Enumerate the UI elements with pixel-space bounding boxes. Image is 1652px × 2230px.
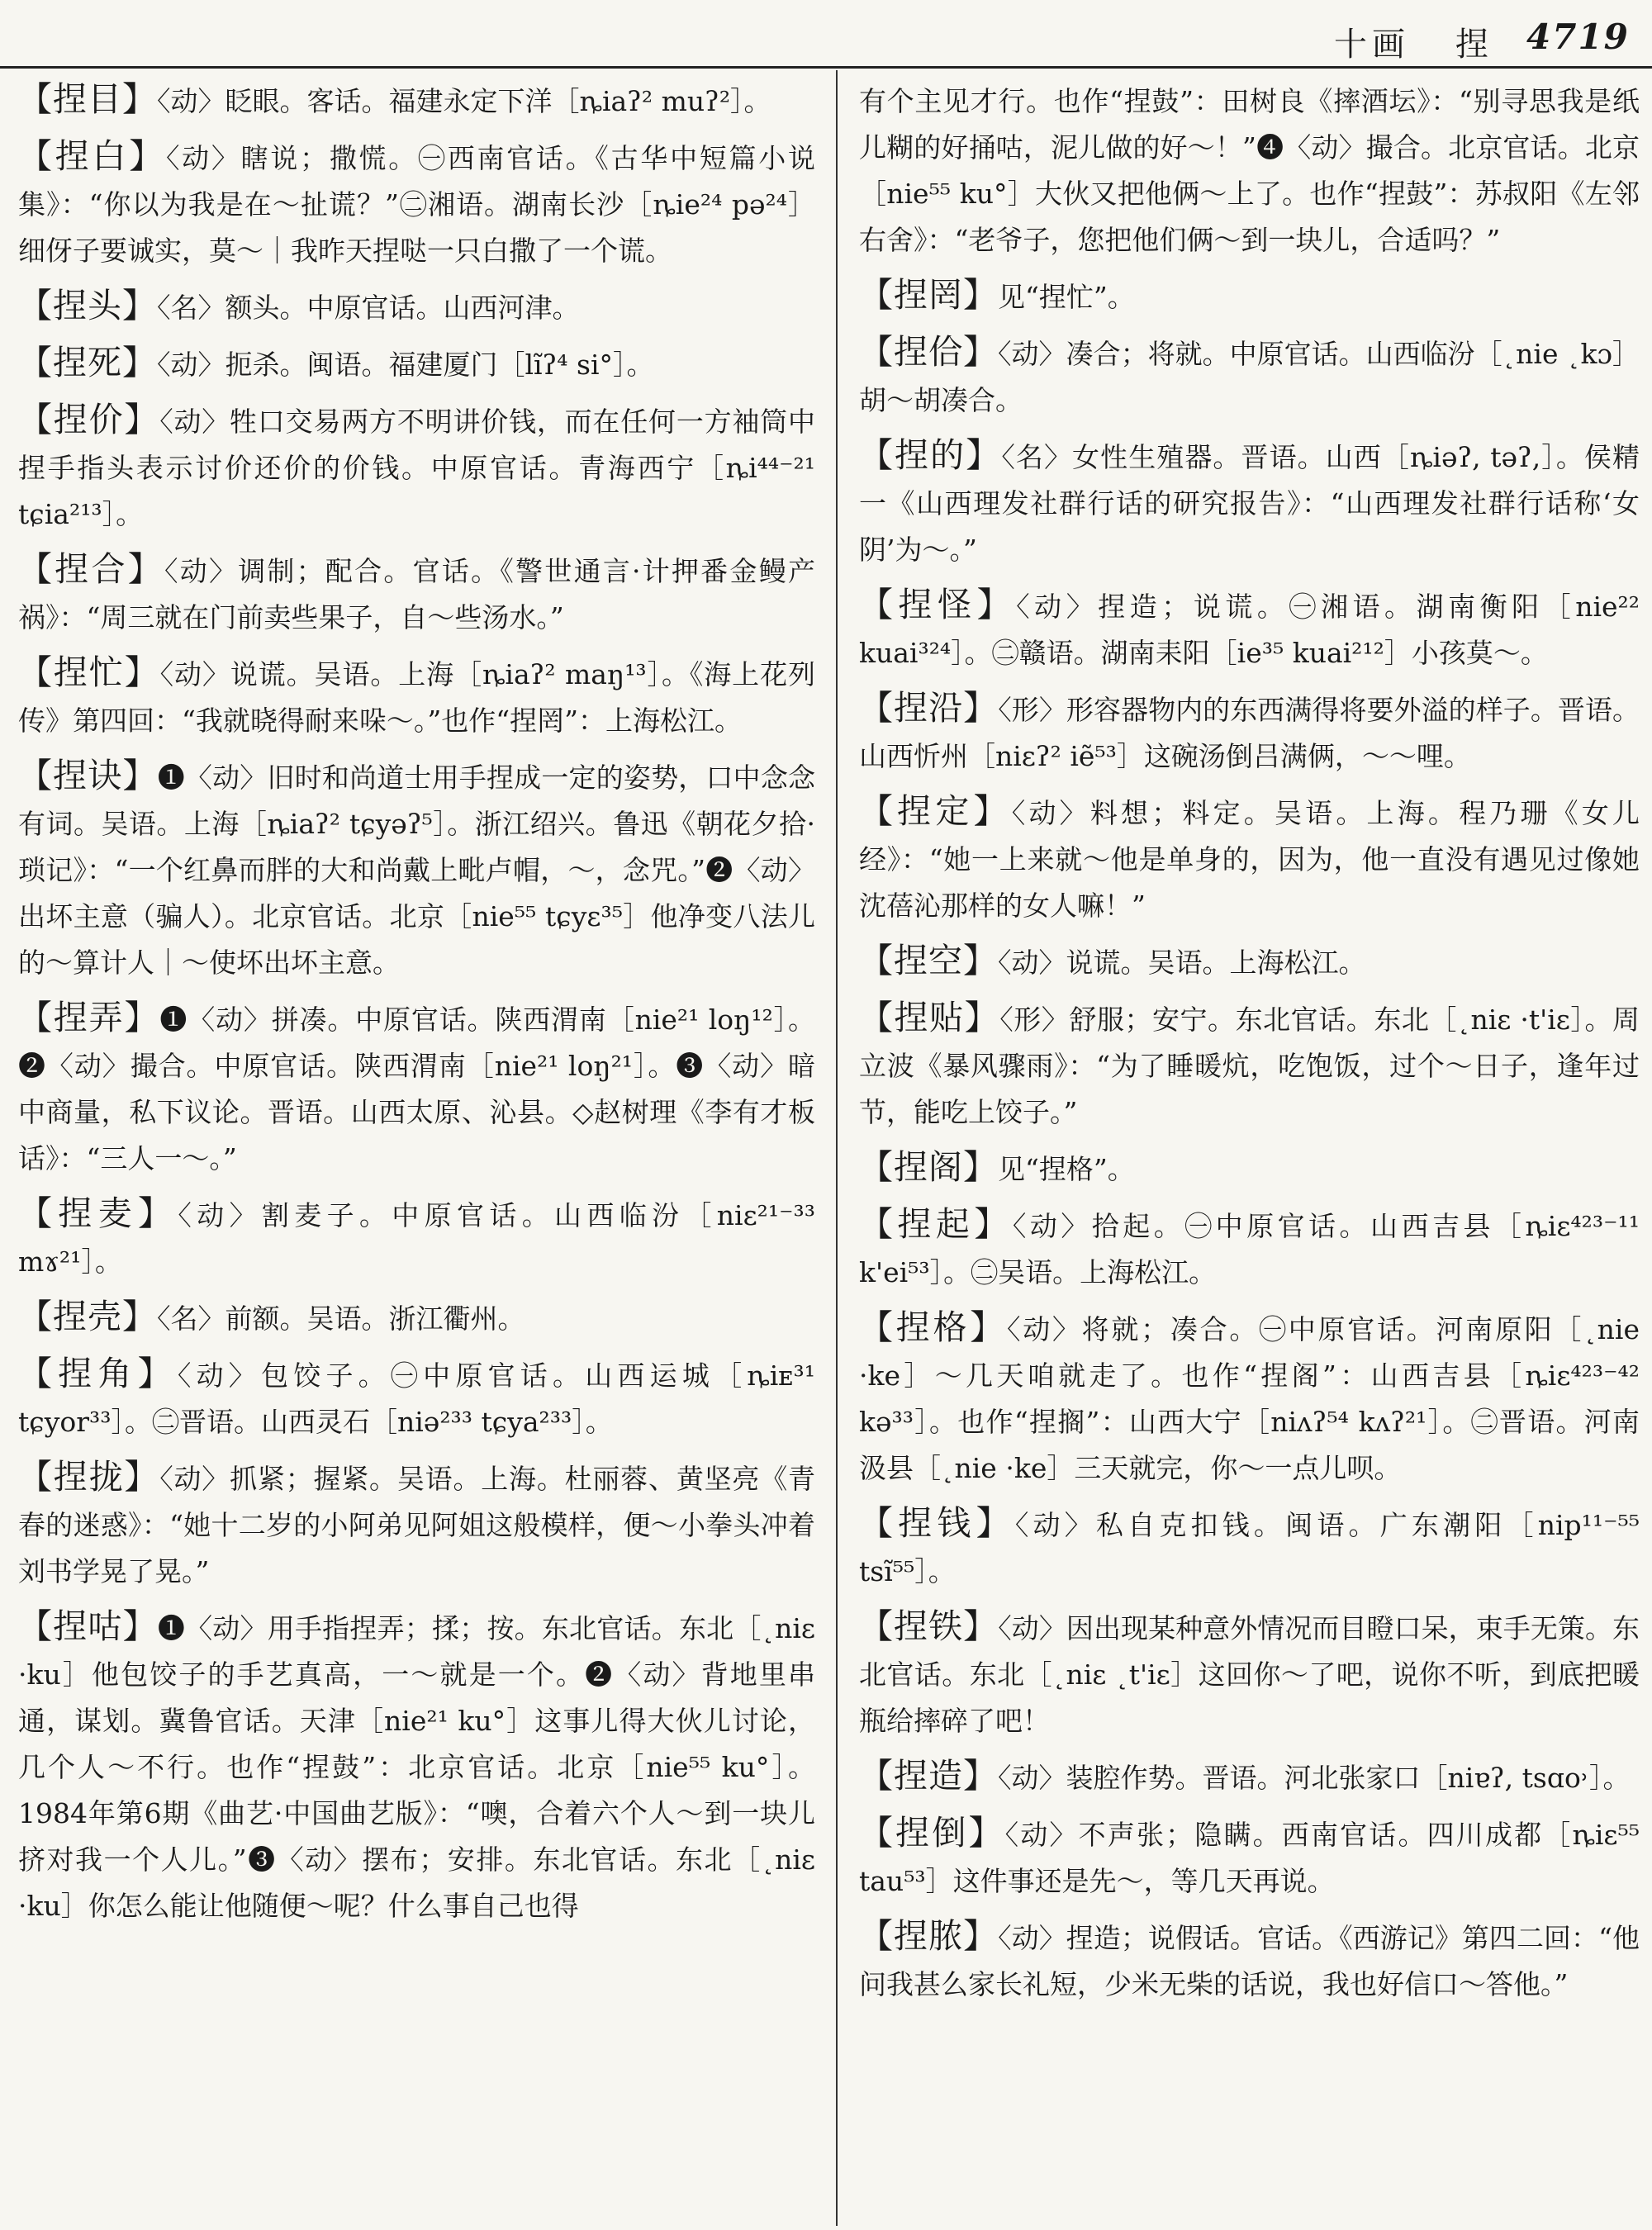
- dictionary-entry: [18, 1454, 815, 1595]
- entry-headword: 【捏合】: [18, 549, 164, 589]
- entry-headword: 【捏死】: [18, 343, 157, 382]
- entry-headword: 【捏罔】: [859, 275, 998, 315]
- entry-headword: 【捏佮】: [859, 332, 999, 372]
- entry-headword: 【捏头】: [18, 286, 157, 325]
- entry-definition: 〈动〉割麦子。中原官话。山西临汾［niɛ²¹⁻³³ mɤ²¹］。: [18, 1199, 815, 1278]
- entry-definition: 〈形〉舒服；安宁。东北官话。东北［˛niɛ ·t'iɛ］。周立波《暴风骤雨》：“为了睡暖炕，吃饱饭，过个～日子，逢年过节，能吃上饺子。”: [859, 1004, 1640, 1128]
- entry-headword: 【捏造】: [859, 1756, 998, 1796]
- dictionary-entry: [859, 1810, 1640, 1905]
- entry-headword: 【捏咕】: [18, 1606, 158, 1646]
- dictionary-entry: [859, 581, 1640, 676]
- entry-definition: 〈动〉不声张；隐瞒。西南官话。四川成都［ȵiɛ⁵⁵ tau⁵³］这件事还是先～，等几天再说。: [859, 1819, 1640, 1897]
- header-character: 捏: [1455, 26, 1488, 64]
- entry-definition: 〈动〉捏造；说谎。㊀湘语。湖南衡阳［nie²² kuai³²⁴］。㊁赣语。湖南耒阳［ie³⁵ kuai²¹²］小孩莫～。: [859, 591, 1640, 669]
- right-column: [859, 76, 1640, 2223]
- dictionary-entry: [18, 133, 815, 274]
- entry-headword: 【捏价】: [18, 400, 160, 439]
- dictionary-entry: [18, 1190, 815, 1285]
- entry-definition: 〈名〉女性生殖器。晋语。山西［ȵiəʔ, təʔ,］。侯精一《山西理发社群行话的研究报告》：“山西理发社群行话称‘女阴’为～。”: [859, 441, 1640, 566]
- entry-headword: 【捏脓】: [859, 1916, 999, 1956]
- dictionary-entry: [859, 1201, 1640, 1296]
- entry-definition: 〈动〉私自克扣钱。闽语。广东潮阳［nip¹¹⁻⁵⁵ tsĩ⁵⁵］。: [859, 1509, 1640, 1587]
- dictionary-entry: [859, 685, 1640, 780]
- entry-headword: 【捏空】: [859, 941, 998, 980]
- dictionary-entry: [18, 994, 815, 1182]
- dictionary-entry-continuation: [859, 76, 1640, 263]
- entry-definition: ❶〈动〉用手指捏弄；揉；按。东北官话。东北［˛niɛ ·ku］他包饺子的手艺真高，一～就是一个。❷〈动〉背地里串通，谋划。冀鲁官话。天津［nie²¹ ku°］这事儿得大伙儿讨论，几个人～不行。也作“捏鼓”：北京官话。北京［nie⁵⁵ ku°］。1984年第6期《曲艺·中国曲艺版》：“噢，合着六个人～到一块儿挤对我一个人儿。”❸〈动〉摆布；安排。东北官话。东北［˛niɛ ·ku］你怎么能让他随便～呢？什么事自己也得: [18, 1612, 815, 1922]
- dictionary-entry: [18, 1603, 815, 1929]
- entry-definition: 〈动〉眨眼。客话。福建永定下洋［ȵiaʔ² muʔ²］。: [157, 85, 771, 117]
- entry-definition: 〈动〉包饺子。㊀中原官话。山西运城［ȵiᴇ³¹ tɕyor³³］。㊁晋语。山西灵石［niə²³³ tɕya²³³］。: [18, 1359, 815, 1438]
- dictionary-entry: [18, 649, 815, 744]
- entry-definition: ❶〈动〉旧时和尚道士用手捏成一定的姿势，口中念念有词。吴语。上海［ȵiaʔ² tɕyəʔ⁵］。浙江绍兴。鲁迅《朝花夕拾·琐记》：“一个红鼻而胖的大和尚戴上毗卢帽，～，念咒。”❷〈动〉出坏主意（骗人）。北京官话。北京［nie⁵⁵ tɕyɛ³⁵］他净变八法儿的～算计人｜～使坏出坏主意。: [18, 762, 815, 979]
- dictionary-entry: [859, 1913, 1640, 2008]
- dictionary-entry: [18, 339, 815, 388]
- entry-headword: 【捏白】: [18, 136, 166, 176]
- entry-definition: 〈动〉捏造；说假话。官话。《西游记》第四二回：“他问我甚么家长礼短，少米无柴的话说，我也好信口～答他。”: [859, 1922, 1640, 2000]
- entry-definition: 〈动〉将就；凑合。㊀中原官话。河南原阳［˛nie ·ke］～几天咱就走了。也作“捏阁”：山西吉县［ȵiɛ⁴²³⁻⁴² kə³³］。也作“捏搁”：山西大宁［niʌʔ⁵⁴ kʌʔ²¹］。㊁晋语。河南汲县［˛nie ·ke］三天就完，你～一点儿呗。: [859, 1313, 1640, 1484]
- entry-definition: 〈名〉前额。吴语。浙江衢州。: [157, 1302, 525, 1335]
- dictionary-entry: [859, 1603, 1640, 1744]
- entry-definition: 〈动〉调制；配合。官话。《警世通言·计押番金鳗产祸》：“周三就在门前卖些果子，自～些汤水。”: [18, 555, 815, 633]
- entry-definition: 〈动〉凑合；将就。中原官话。山西临汾［˛nie ˛kɔ］胡～胡凑合。: [859, 338, 1640, 416]
- dictionary-entry: [18, 396, 815, 538]
- entry-headword: 【捏沿】: [859, 688, 999, 728]
- entry-headword: 【捏的】: [859, 435, 1002, 475]
- entry-headword: 【捏格】: [859, 1307, 1007, 1347]
- entry-headword: 【捏壳】: [18, 1297, 157, 1336]
- dictionary-entry: [859, 788, 1640, 929]
- entry-definition: ❶〈动〉拼凑。中原官话。陕西渭南［nie²¹ loŋ¹²］。❷〈动〉撮合。中原官话。陕西渭南［nie²¹ loŋ²¹］。❸〈动〉暗中商量，私下议论。晋语。山西太原、沁县。◇赵树理《李有才板话》：“三人一～。”: [18, 1004, 815, 1174]
- entry-definition: 〈动〉拾起。㊀中原官话。山西吉县［ȵiɛ⁴²³⁻¹¹ k'ei⁵³］。㊁吴语。上海松江。: [859, 1210, 1640, 1288]
- entry-headword: 【捏拢】: [18, 1457, 160, 1497]
- entry-headword: 【捏诀】: [18, 756, 158, 795]
- dictionary-entry: [18, 546, 815, 641]
- page-header: [0, 0, 1652, 69]
- dictionary-entry: [859, 937, 1640, 986]
- entry-headword: 【捏怪】: [859, 585, 1017, 624]
- entry-headword: 【捏角】: [18, 1354, 178, 1393]
- entry-headword: 【捏忙】: [18, 652, 160, 692]
- dictionary-entry: [18, 1293, 815, 1342]
- entry-headword: 【捏贴】: [859, 998, 1000, 1037]
- entry-headword: 【捏阁】: [859, 1147, 998, 1187]
- left-column: [18, 76, 815, 2223]
- dictionary-entry: [18, 282, 815, 331]
- entry-definition: 有个主见才行。也作“捏鼓”：田树良《摔酒坛》：“别寻思我是纸儿糊的好捅咕，泥儿做的好～！”❹〈动〉撮合。北京官话。北京［nie⁵⁵ ku°］大伙又把他俩～上了。也作“捏鼓”：苏叔阳《左邻右舍》：“老爷子，您把他们俩～到一块儿，合适吗？”: [859, 85, 1640, 256]
- page-number: 4719: [1526, 17, 1630, 57]
- entry-definition: 〈动〉装腔作势。晋语。河北张家口［niɐʔ, tsɑo˒］。: [998, 1762, 1631, 1794]
- entry-definition: 见“捏格”。: [998, 1153, 1135, 1185]
- entry-definition: 〈名〉额头。中原官话。山西河津。: [157, 292, 580, 324]
- dictionary-entry: [859, 994, 1640, 1136]
- dictionary-entry: [18, 76, 815, 125]
- entry-definition: 见“捏忙”。: [998, 281, 1135, 313]
- entry-definition: 〈动〉瞎说；撒慌。㊀西南官话。《古华中短篇小说集》：“你以为我是在～扯谎？”㊁湘语。湖南长沙［ȵie²⁴ pə²⁴］细伢子要诚实，莫～｜我昨天捏哒一只白撒了一个谎。: [18, 142, 815, 267]
- entry-definition: 〈动〉因出现某种意外情况而目瞪口呆，束手无策。东北官话。东北［˛niɛ ˛t'iɛ］这回你～了吧，说你不听，到底把暖瓶给摔碎了吧！: [859, 1612, 1640, 1737]
- entry-definition: 〈动〉牲口交易两方不明讲价钱，而在任何一方袖筒中捏手指头表示讨价还价的价钱。中原官话。青海西宁［ȵi⁴⁴⁻²¹ tɕia²¹³］。: [18, 406, 815, 530]
- entry-headword: 【捏麦】: [18, 1193, 178, 1233]
- entry-definition: 〈动〉料想；料定。吴语。上海。程乃珊《女儿经》：“她一上来就～他是单身的，因为，他一直没有遇见过像她沈蓓沁那样的女人嘛！”: [859, 797, 1640, 922]
- dictionary-entry: [859, 1753, 1640, 1801]
- column-divider: [836, 70, 838, 2226]
- entry-headword: 【捏定】: [859, 791, 1012, 831]
- entry-headword: 【捏起】: [859, 1204, 1013, 1244]
- entry-definition: 〈动〉扼杀。闽语。福建厦门［lĩʔ⁴ si°］。: [157, 349, 654, 381]
- dictionary-entry: [859, 272, 1640, 320]
- section-label: 十画: [1334, 26, 1410, 64]
- entry-headword: 【捏倒】: [859, 1813, 1005, 1853]
- dictionary-entry: [859, 432, 1640, 573]
- entry-headword: 【捏目】: [18, 79, 157, 119]
- dictionary-entry: [18, 1350, 815, 1445]
- entry-headword: 【捏铁】: [859, 1606, 999, 1646]
- entry-definition: 〈动〉说谎。吴语。上海松江。: [998, 947, 1366, 979]
- entry-definition: 〈动〉抓紧；握紧。吴语。上海。杜丽蓉、黄坚亮《青春的迷惑》：“她十二岁的小阿弟见阿姐这般模样，便～小拳头冲着刘书学晃了晃。”: [18, 1463, 815, 1587]
- entry-headword: 【捏弄】: [18, 998, 160, 1037]
- dictionary-entry: [859, 1500, 1640, 1595]
- dictionary-entry: [859, 1144, 1640, 1193]
- dictionary-entry: [859, 1304, 1640, 1492]
- dictionary-entry: [859, 329, 1640, 424]
- dictionary-entry: [18, 752, 815, 986]
- entry-headword: 【捏钱】: [859, 1503, 1015, 1543]
- entry-definition: 〈形〉形容器物内的东西满得将要外溢的样子。晋语。山西忻州［niɛʔ² iẽ⁵³］这碗汤倒吕满俩，～～哩。: [859, 694, 1640, 772]
- entry-definition: 〈动〉说谎。吴语。上海［ȵiaʔ² maŋ¹³］。《海上花列传》第四回：“我就晓得耐来哚～。”也作“捏罔”：上海松江。: [18, 658, 815, 737]
